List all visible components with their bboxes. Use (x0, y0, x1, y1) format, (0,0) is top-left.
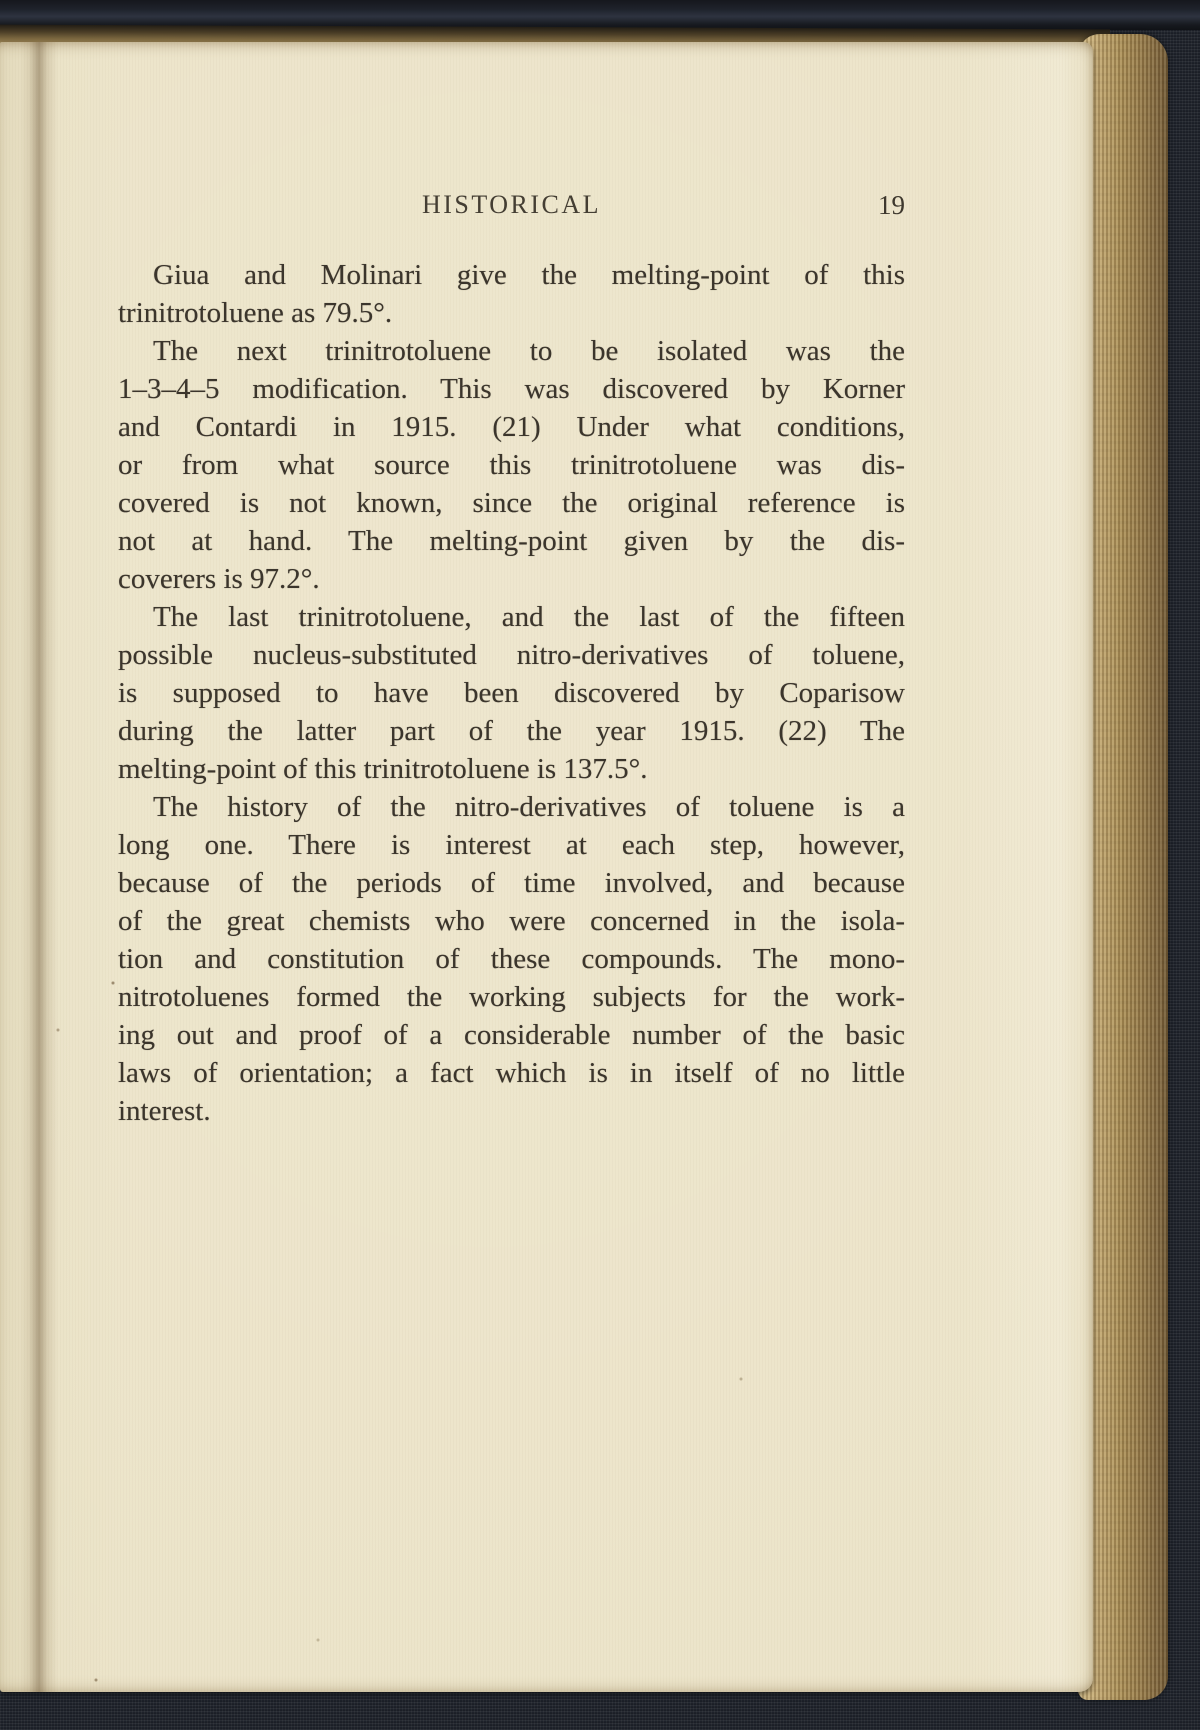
page-header (118, 190, 905, 220)
paragraph (118, 598, 905, 788)
text-line: possible nucleus-substituted nitro-derivatives of toluene, (118, 639, 905, 671)
text-line: nitrotoluenes formed the working subjects for the work- (118, 981, 905, 1013)
text-line: long one. There is interest at each step, however, (118, 829, 905, 861)
text-line: tion and constitution of these compounds. The mono- (118, 943, 905, 975)
paragraph (118, 788, 905, 1130)
text-line: The last trinitrotoluene, and the last of the fifteen (153, 601, 905, 633)
text-line: 1–3–4–5 modification. This was discovered by Korner (118, 373, 905, 405)
gutter-crease (20, 42, 58, 1692)
text-line: and Contardi in 1915. (21) Under what conditions, (118, 411, 905, 443)
text-block (118, 256, 905, 1130)
paragraph (118, 256, 905, 332)
text-line: is supposed to have been discovered by Coparisow (118, 677, 905, 709)
text-line: interest. (118, 1095, 211, 1127)
text-line: The history of the nitro-derivatives of toluene is a (153, 791, 905, 823)
page-content (118, 190, 905, 1130)
text-line: laws of orientation; a fact which is in itself of no little (118, 1057, 905, 1089)
text-line: during the latter part of the year 1915. (22) The (118, 715, 905, 747)
text-line: The next trinitrotoluene to be isolated was the (153, 335, 905, 367)
text-line: not at hand. The melting-point given by the dis- (118, 525, 905, 557)
text-line: or from what source this trinitrotoluene was dis- (118, 449, 905, 481)
text-line: covered is not known, since the original reference is (118, 487, 905, 519)
text-line: ing out and proof of a considerable number of the basic (118, 1019, 905, 1051)
text-line: because of the periods of time involved, and because (118, 867, 905, 899)
text-line: coverers is 97.2°. (118, 563, 320, 595)
book-page (0, 42, 1093, 1692)
text-line: trinitrotoluene as 79.5°. (118, 297, 393, 329)
text-line: Giua and Molinari give the melting-point of this (153, 259, 905, 291)
page-number: 19 (878, 190, 905, 220)
paragraph (118, 332, 905, 598)
running-title: HISTORICAL (421, 190, 602, 219)
text-line: of the great chemists who were concerned in the isola- (118, 905, 905, 937)
text-line: melting-point of this trinitrotoluene is 137.5°. (118, 753, 648, 785)
